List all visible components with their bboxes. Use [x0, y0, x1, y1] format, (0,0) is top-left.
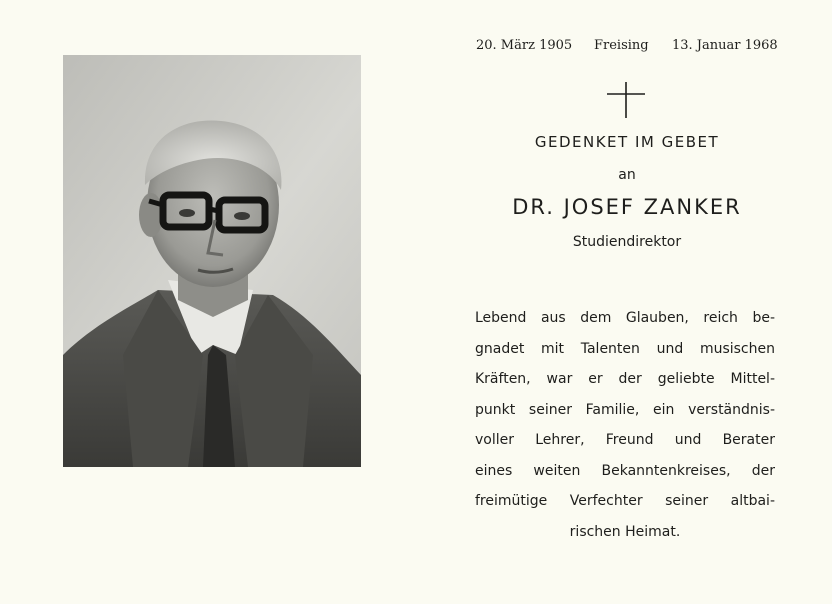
- heading: GEDENKET IM GEBET: [534, 133, 720, 151]
- epitaph: [475, 303, 775, 547]
- birth-date: 20. März 1905: [476, 38, 573, 53]
- dates-row: [462, 36, 792, 56]
- epitaph-line: punkt seiner Familie, ein verständnis-: [475, 401, 775, 418]
- latin-cross-icon: [606, 80, 646, 120]
- epitaph-line: gnadet mit Talenten und musischen: [475, 340, 775, 357]
- epitaph-line: voller Lehrer, Freund und Berater: [475, 432, 775, 448]
- epitaph-line: freimütige Verfechter seiner altbai-: [475, 493, 775, 509]
- death-date: 13. Januar 1968: [672, 38, 778, 53]
- epitaph-line: Kräften, war er der geliebte Mittel-: [475, 371, 775, 387]
- place: Freising: [594, 38, 649, 53]
- epitaph-line: rischen Heimat.: [569, 523, 681, 540]
- epitaph-line: eines weiten Bekanntenkreises, der: [475, 462, 775, 479]
- preposition: an: [618, 167, 636, 183]
- epitaph-line: Lebend aus dem Glauben, reich be-: [475, 310, 775, 326]
- deceased-name: DR. JOSEF ZANKER: [512, 195, 742, 219]
- portrait-photo: [63, 55, 361, 467]
- professional-title: Studiendirektor: [572, 234, 682, 250]
